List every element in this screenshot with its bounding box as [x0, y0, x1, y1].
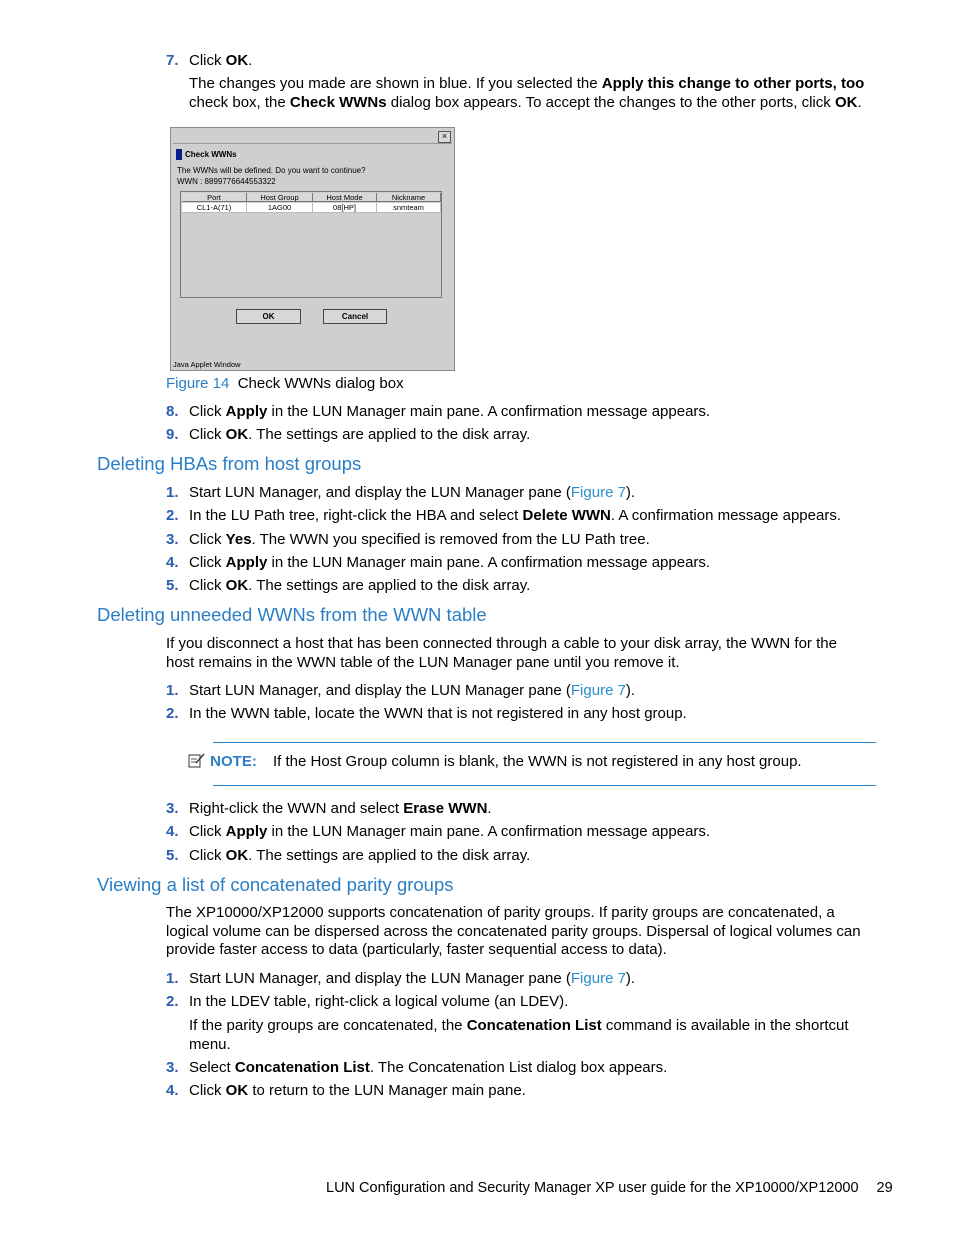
ok-button[interactable]: OK: [236, 309, 301, 324]
table-header: [182, 193, 441, 202]
table-cell: CL1-A(71): [182, 203, 247, 213]
page-footer: [326, 1180, 893, 1196]
cancel-button[interactable]: Cancel: [323, 309, 387, 324]
check-wwns-dialog: [170, 127, 455, 371]
note-divider: [213, 785, 876, 786]
note-icon: [188, 752, 206, 768]
section-intro: If you disconnect a host that has been connected through a cable to your disk array, the WWN for the host remains in the WWN table of the LUN Manager pane until you remove it.: [166, 635, 837, 671]
step-detail: If the parity groups are concatenated, the Concatenation List command is available in the shortcut menu.: [189, 1017, 849, 1053]
table-cell: snmteam: [377, 203, 441, 213]
applet-footer: Java Applet Window: [173, 360, 241, 369]
column-header[interactable]: Port: [182, 193, 247, 202]
dialog-wwn: WWN : 8899776644553322: [177, 177, 276, 186]
section-heading: Deleting HBAs from host groups: [97, 453, 362, 474]
column-header[interactable]: Nickname: [377, 193, 441, 202]
section-heading: Viewing a list of concatenated parity groups: [97, 874, 454, 895]
note: [188, 752, 802, 770]
note-text: If the Host Group column is blank, the WWN is not registered in any host group.: [273, 753, 802, 770]
step-number: 7.: [166, 52, 179, 69]
figure-link[interactable]: Figure 7: [570, 484, 626, 501]
section-intro: The XP10000/XP12000 supports concatenation of parity groups. If parity groups are concatenated, a logical volume can be dispersed across the concatenated parity groups. Dispersal of logical volumes can provide faster access to data (particularly, faster sequential access to data).: [166, 904, 861, 958]
dialog-title: Check WWNs: [185, 150, 237, 159]
table-row[interactable]: [182, 203, 441, 213]
table-cell: 1AG00: [247, 203, 313, 213]
column-header[interactable]: Host Group: [247, 193, 313, 202]
wwn-table: [180, 191, 442, 298]
section-heading: Deleting unneeded WWNs from the WWN table: [97, 604, 487, 625]
footer-title: LUN Configuration and Security Manager XP user guide for the XP10000/XP12000: [326, 1180, 859, 1196]
dialog-icon: [176, 149, 182, 160]
divider: [173, 143, 452, 144]
note-divider: [213, 742, 876, 743]
figure-link[interactable]: Figure 7: [570, 970, 626, 987]
table-cell: 08[HP]: [313, 203, 377, 213]
page-number: 29: [876, 1180, 893, 1196]
close-icon[interactable]: ×: [438, 131, 451, 143]
step-7-description: The changes you made are shown in blue. If you selected the Apply this change to other ports, too check box, the Check WWNs dialog box appears. To accept the changes to the other ports, click OK.: [189, 75, 865, 111]
figure-link[interactable]: Figure 7: [570, 682, 626, 699]
note-label: NOTE:: [210, 753, 257, 770]
figure-caption: Figure 14 Check WWNs dialog box: [166, 375, 404, 392]
dialog-message: The WWNs will be defined. Do you want to continue?: [177, 166, 366, 175]
column-header[interactable]: Host Mode: [313, 193, 377, 202]
